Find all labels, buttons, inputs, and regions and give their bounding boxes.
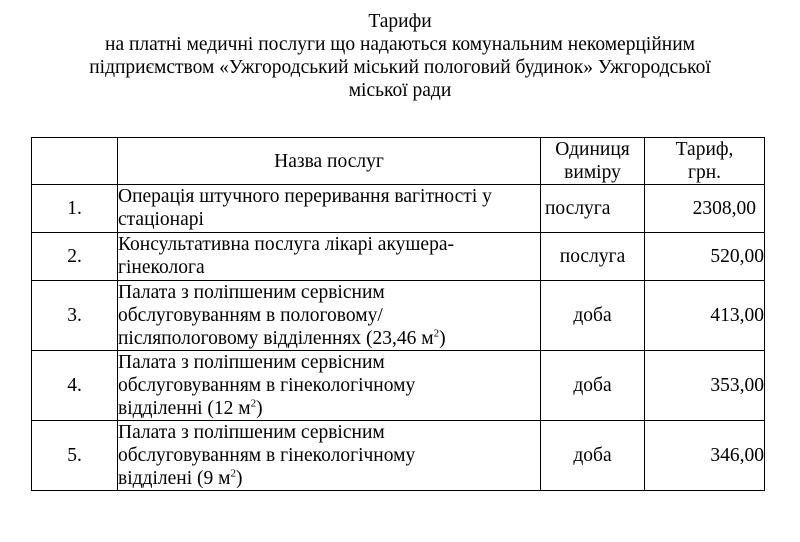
row-number: 4. — [32, 351, 118, 421]
service-name-text: післяпологовому відділеннях (23,46 м — [118, 328, 434, 349]
service-name-line — [118, 327, 540, 350]
row-price: 2308,00 — [645, 185, 765, 233]
row-price: 346,00 — [645, 421, 765, 491]
row-unit: доба — [541, 281, 645, 351]
service-name-line: обслуговуванням в пологовому/ — [118, 305, 383, 326]
heading-line-3: підприємством «Ужгородський міський пологовий будинок» Ужгородської — [89, 57, 711, 78]
row-number: 5. — [32, 421, 118, 491]
row-service-name — [118, 421, 541, 491]
service-name-line: Палата з поліпшеним сервісним — [118, 422, 385, 443]
service-name-line: стаціонарі — [118, 209, 204, 230]
header-unit-line-1: Одиниця — [555, 139, 630, 160]
header-unit-line-2: виміру — [564, 162, 621, 183]
row-price: 353,00 — [645, 351, 765, 421]
service-name-tail: ) — [235, 468, 243, 489]
table-row — [32, 421, 765, 491]
document-heading — [0, 10, 800, 102]
table-row — [32, 233, 765, 281]
superscript-2: 2 — [433, 327, 440, 340]
row-service-name — [118, 233, 541, 281]
table-row — [32, 185, 765, 233]
header-service-name: Назва послуг — [118, 138, 541, 185]
row-service-name — [118, 351, 541, 421]
service-name-line: Операція штучного переривання вагітності у — [118, 186, 492, 207]
service-name-line: гінеколога — [118, 257, 205, 278]
service-name-tail: ) — [256, 398, 263, 419]
table-header-row — [32, 138, 765, 185]
heading-line-4: міської ради — [348, 80, 452, 101]
service-name-text: відділені (9 м — [118, 468, 231, 489]
superscript-2: 2 — [230, 467, 236, 480]
service-name-line — [118, 397, 540, 420]
heading-line-2: на платні медичні послуги що надаються комунальним некомерційним — [105, 34, 695, 55]
service-name-line — [118, 467, 540, 490]
row-number: 2. — [32, 233, 118, 281]
table-row — [32, 281, 765, 351]
tariffs-table — [31, 137, 765, 491]
header-price-line-1: Тариф, — [675, 139, 734, 160]
row-price: 520,00 — [645, 233, 765, 281]
row-service-name — [118, 185, 541, 233]
row-unit: доба — [541, 421, 645, 491]
service-name-line: Консультативна послуга лікарі акушера- — [118, 234, 454, 255]
superscript-2: 2 — [250, 397, 257, 410]
heading-title: Тарифи — [368, 11, 432, 32]
service-name-line: Палата з поліпшеним сервісним — [118, 352, 385, 373]
row-unit: доба — [541, 351, 645, 421]
header-price — [645, 138, 765, 185]
service-name-text: відділенні (12 м — [118, 398, 251, 419]
service-name-tail: ) — [439, 328, 446, 349]
service-name-line: Палата з поліпшеним сервісним — [118, 282, 385, 303]
service-name-line: обслуговуванням в гінекологічному — [118, 375, 416, 396]
header-price-line-2: грн. — [687, 162, 722, 183]
row-price: 413,00 — [645, 281, 765, 351]
table-row — [32, 351, 765, 421]
header-unit — [541, 138, 645, 185]
row-unit: послуга — [541, 233, 645, 281]
row-service-name — [118, 281, 541, 351]
row-unit: послуга — [541, 185, 645, 233]
row-number: 3. — [32, 281, 118, 351]
service-name-line: обслуговуванням в гінекологічному — [118, 445, 416, 466]
header-number — [32, 138, 118, 185]
row-number: 1. — [32, 185, 118, 233]
